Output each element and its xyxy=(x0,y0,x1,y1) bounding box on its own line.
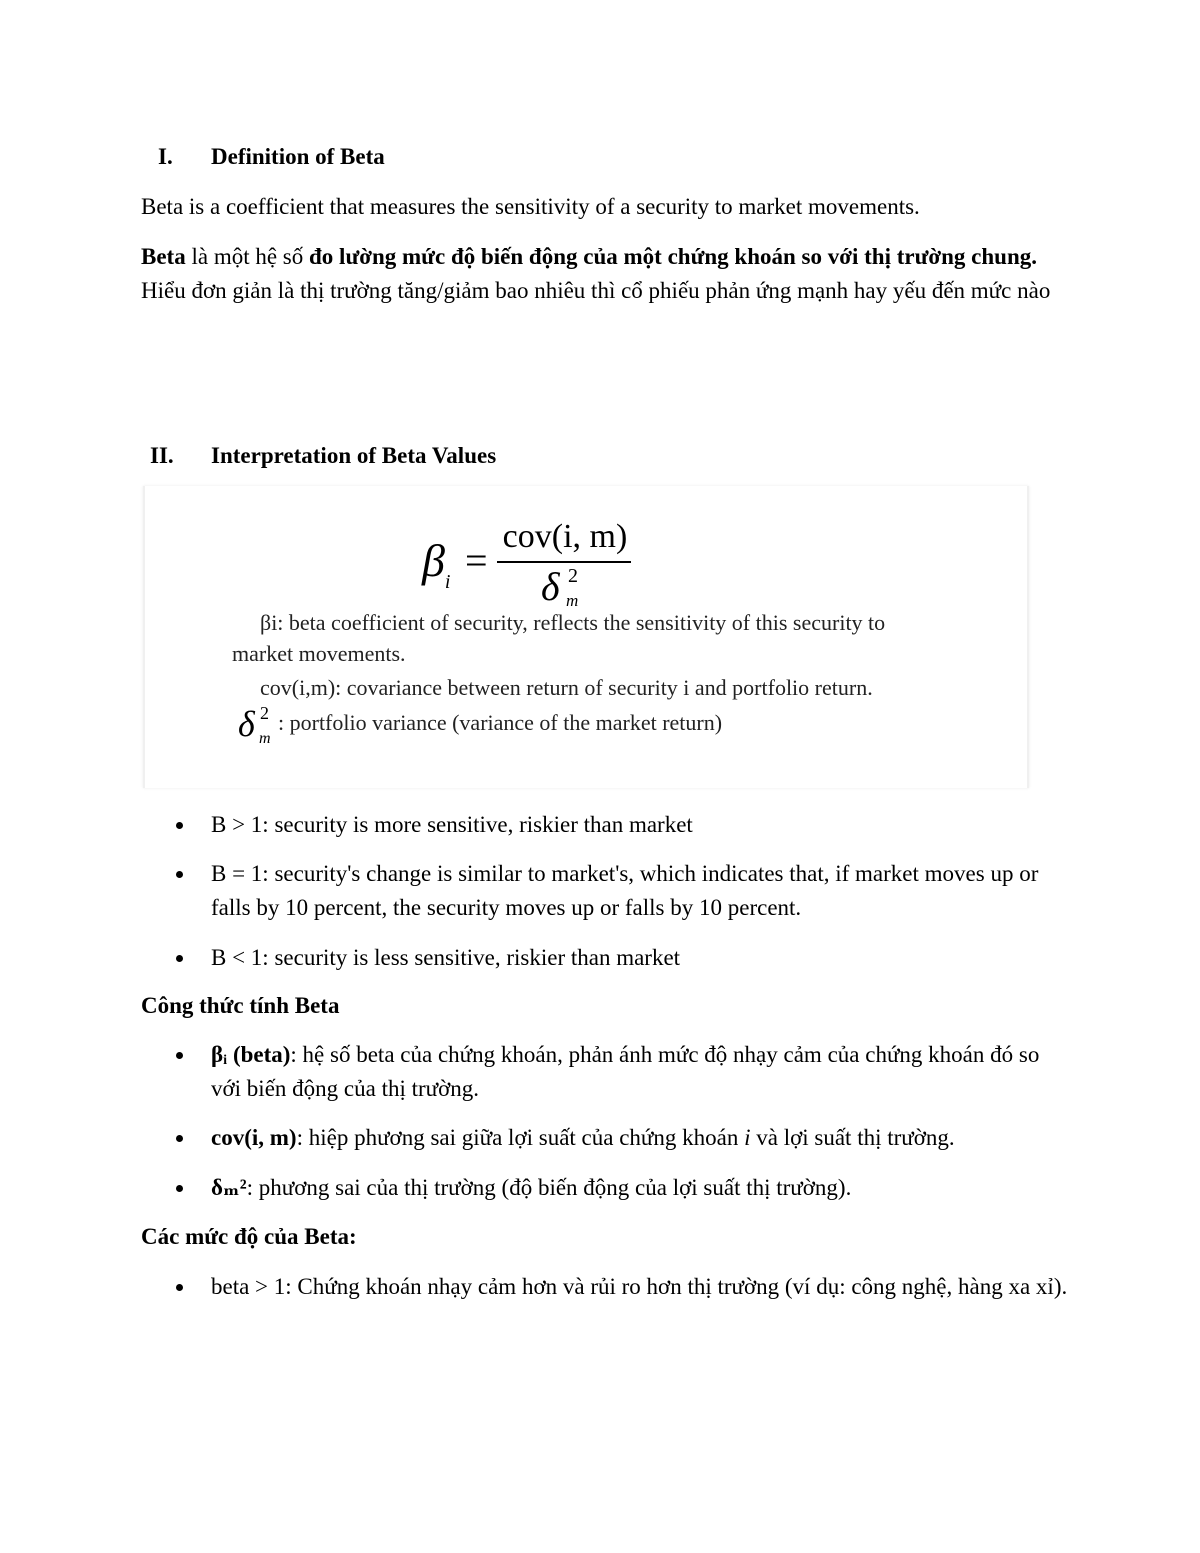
formula-denominator-sub: m xyxy=(566,591,579,610)
beta-formula-figure xyxy=(143,486,1029,788)
formula-bullet-cov-desc-post: và lợi suất thị trường. xyxy=(750,1125,955,1150)
definition-vi-rest: Hiểu đơn giản là thị trường tăng/giảm bao nhiêu thì cổ phiếu phản ứng mạnh hay yếu đến mức nào xyxy=(141,278,1051,303)
bullet-beta-greater: B > 1: security is more sensitive, riskier than market xyxy=(211,812,693,837)
figure-line-3: cov(i,m): covariance between return of security i and portfolio return. xyxy=(260,675,873,700)
figure-line-2: market movements. xyxy=(232,641,406,666)
definition-vi-emphasis: đo lường mức độ biến động của một chứng khoán so với thị trường chung. xyxy=(309,244,1037,269)
formula-denominator-sup: 2 xyxy=(568,565,578,587)
formula-fraction-bar xyxy=(497,561,631,563)
formula-bullet-variance-desc: : phương sai của thị trường (độ biến động của lợi suất thị trường). xyxy=(246,1175,852,1200)
levels-heading: Các mức độ của Beta: xyxy=(141,1224,357,1249)
definition-vi-term: Beta xyxy=(141,244,186,269)
bullet-beta-less: B < 1: security is less sensitive, riskier than market xyxy=(211,945,681,970)
formula-bullet-variance xyxy=(211,1171,1071,1205)
bullet-dot xyxy=(176,955,183,962)
formula-equals: = xyxy=(465,538,488,583)
formula-bullet-cov-desc-italic: i xyxy=(744,1125,751,1150)
bullet-dot xyxy=(176,871,183,878)
section-2-numeral: II. xyxy=(150,443,174,468)
formula-bullet-beta-term: βᵢ (beta) xyxy=(211,1042,291,1067)
levels-bullet-greater: beta > 1: Chứng khoán nhạy cảm hơn và rủi ro hơn thị trường (ví dụ: công nghệ, hàng xa xỉ). xyxy=(211,1274,1068,1299)
figure-line-4-sup: 2 xyxy=(260,703,269,723)
figure-line-4-symbol: δ xyxy=(238,704,255,744)
formula-heading: Công thức tính Beta xyxy=(141,993,340,1018)
bullet-dot xyxy=(176,1052,183,1059)
formula-bullet-cov-term: cov(i, m) xyxy=(211,1125,297,1150)
bullet-dot xyxy=(176,1185,183,1192)
section-1-title: Definition of Beta xyxy=(211,144,385,169)
definition-vi xyxy=(141,240,1071,308)
section-1-numeral: I. xyxy=(158,144,173,169)
bullet-beta-equal: B = 1: security's change is similar to market's, which indicates that, if market moves up or falls by 10 percent, the security moves up or falls by 10 percent. xyxy=(211,861,1039,920)
formula-bullet-cov-desc-pre: : hiệp phương sai giữa lợi suất của chứng khoán xyxy=(296,1125,745,1150)
formula-numerator: cov(i, m) xyxy=(502,518,628,555)
bullet-dot xyxy=(176,1284,183,1291)
figure-line-4-sub: m xyxy=(259,730,271,747)
figure-line-1: βi: beta coefficient of security, reflects the sensitivity of this security to xyxy=(260,610,886,635)
figure-line-4: : portfolio variance (variance of the market return) xyxy=(278,710,723,735)
formula-denominator: δ xyxy=(541,564,560,609)
definition-en: Beta is a coefficient that measures the sensitivity of a security to market movements. xyxy=(141,194,920,219)
definition-vi-mid: là một hệ số xyxy=(185,244,310,269)
bullet-dot xyxy=(176,1135,183,1142)
bullet-dot xyxy=(176,822,183,829)
formula-bullet-cov xyxy=(211,1121,1071,1155)
formula-bullet-beta xyxy=(211,1038,1071,1106)
formula-lhs: $\beta_i$ xyxy=(422,535,451,593)
section-2-title: Interpretation of Beta Values xyxy=(211,443,497,468)
formula-bullet-variance-term: δₘ² xyxy=(211,1175,247,1200)
formula-bullet-beta-desc: : hệ số beta của chứng khoán, phản ánh mức độ nhạy cảm của chứng khoán đó so với biến động của thị trường. xyxy=(211,1042,1040,1101)
